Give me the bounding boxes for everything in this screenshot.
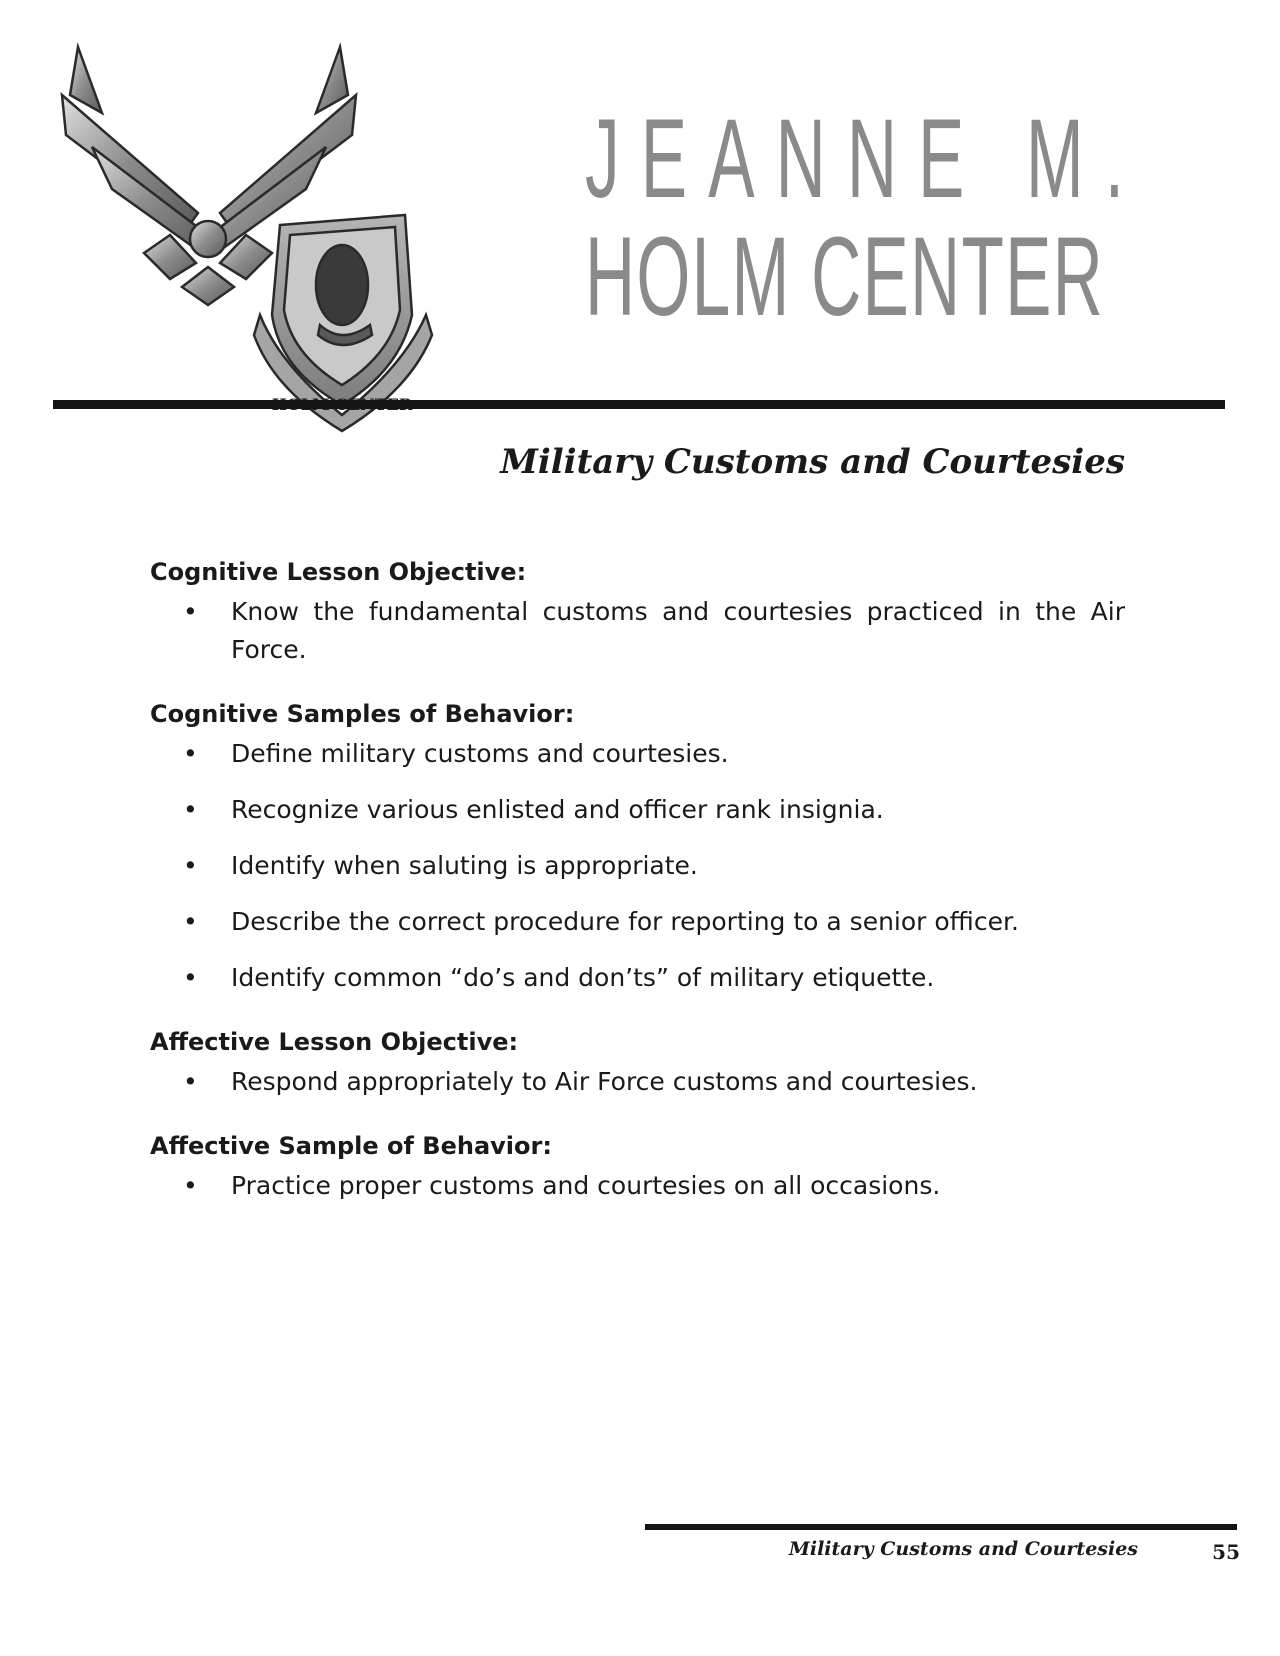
section-cognitive-objective — [150, 555, 1125, 669]
bullet-icon: • — [183, 597, 198, 626]
bullet-icon: • — [183, 1067, 198, 1096]
lesson-objectives — [150, 555, 1125, 1233]
list-item — [150, 735, 1125, 773]
list-item — [150, 959, 1125, 997]
footer-rule — [645, 1524, 1237, 1530]
bullet-icon: • — [183, 739, 198, 768]
list-item-text: Recognize various enlisted and officer rank insignia. — [231, 795, 884, 824]
list-item-text: Describe the correct procedure for reporting to a senior officer. — [231, 907, 1019, 936]
section-heading: Cognitive Lesson Objective: — [150, 558, 527, 586]
center-title — [585, 96, 1146, 339]
center-name-line2: HOLM CENTER — [585, 214, 1105, 339]
list-item — [150, 847, 1125, 885]
footer-title: Military Customs and Courtesies — [788, 1538, 1138, 1560]
section-heading: Affective Lesson Objective: — [150, 1028, 519, 1056]
holm-center-shield-icon — [254, 215, 432, 431]
center-name-line1: JEANNE M. — [585, 96, 1146, 221]
list-item — [150, 1167, 1125, 1205]
section-affective-sample — [150, 1129, 1125, 1205]
list-item-text: Practice proper customs and courtesies on all occasions. — [231, 1171, 941, 1200]
bullet-list — [150, 735, 1125, 997]
bullet-icon: • — [183, 795, 198, 824]
section-heading: Affective Sample of Behavior: — [150, 1132, 552, 1160]
bullet-icon: • — [183, 851, 198, 880]
bullet-list — [150, 1063, 1125, 1101]
list-item-text: Identify common “do’s and don’ts” of military etiquette. — [231, 963, 935, 992]
list-item-text: Identify when saluting is appropriate. — [231, 851, 698, 880]
list-item — [150, 593, 1125, 669]
section-heading: Cognitive Samples of Behavior: — [150, 700, 575, 728]
list-item-text: Respond appropriately to Air Force customs and courtesies. — [231, 1067, 978, 1096]
page-number: 55 — [1212, 1540, 1240, 1564]
bullet-icon: • — [183, 963, 198, 992]
list-item — [150, 791, 1125, 829]
holm-center-emblem — [40, 35, 470, 435]
list-item-text: Know the fundamental customs and courtesies practiced in the Air Force. — [231, 597, 1125, 664]
bullet-icon: • — [183, 907, 198, 936]
chapter-title: Military Customs and Courtesies — [500, 442, 1125, 482]
bullet-list — [150, 1167, 1125, 1205]
bullet-icon: • — [183, 1171, 198, 1200]
section-cognitive-samples — [150, 697, 1125, 997]
list-item — [150, 1063, 1125, 1101]
list-item — [150, 903, 1125, 941]
header-rule — [53, 400, 1225, 409]
section-affective-objective — [150, 1025, 1125, 1101]
list-item-text: Define military customs and courtesies. — [231, 739, 729, 768]
bullet-list — [150, 593, 1125, 669]
